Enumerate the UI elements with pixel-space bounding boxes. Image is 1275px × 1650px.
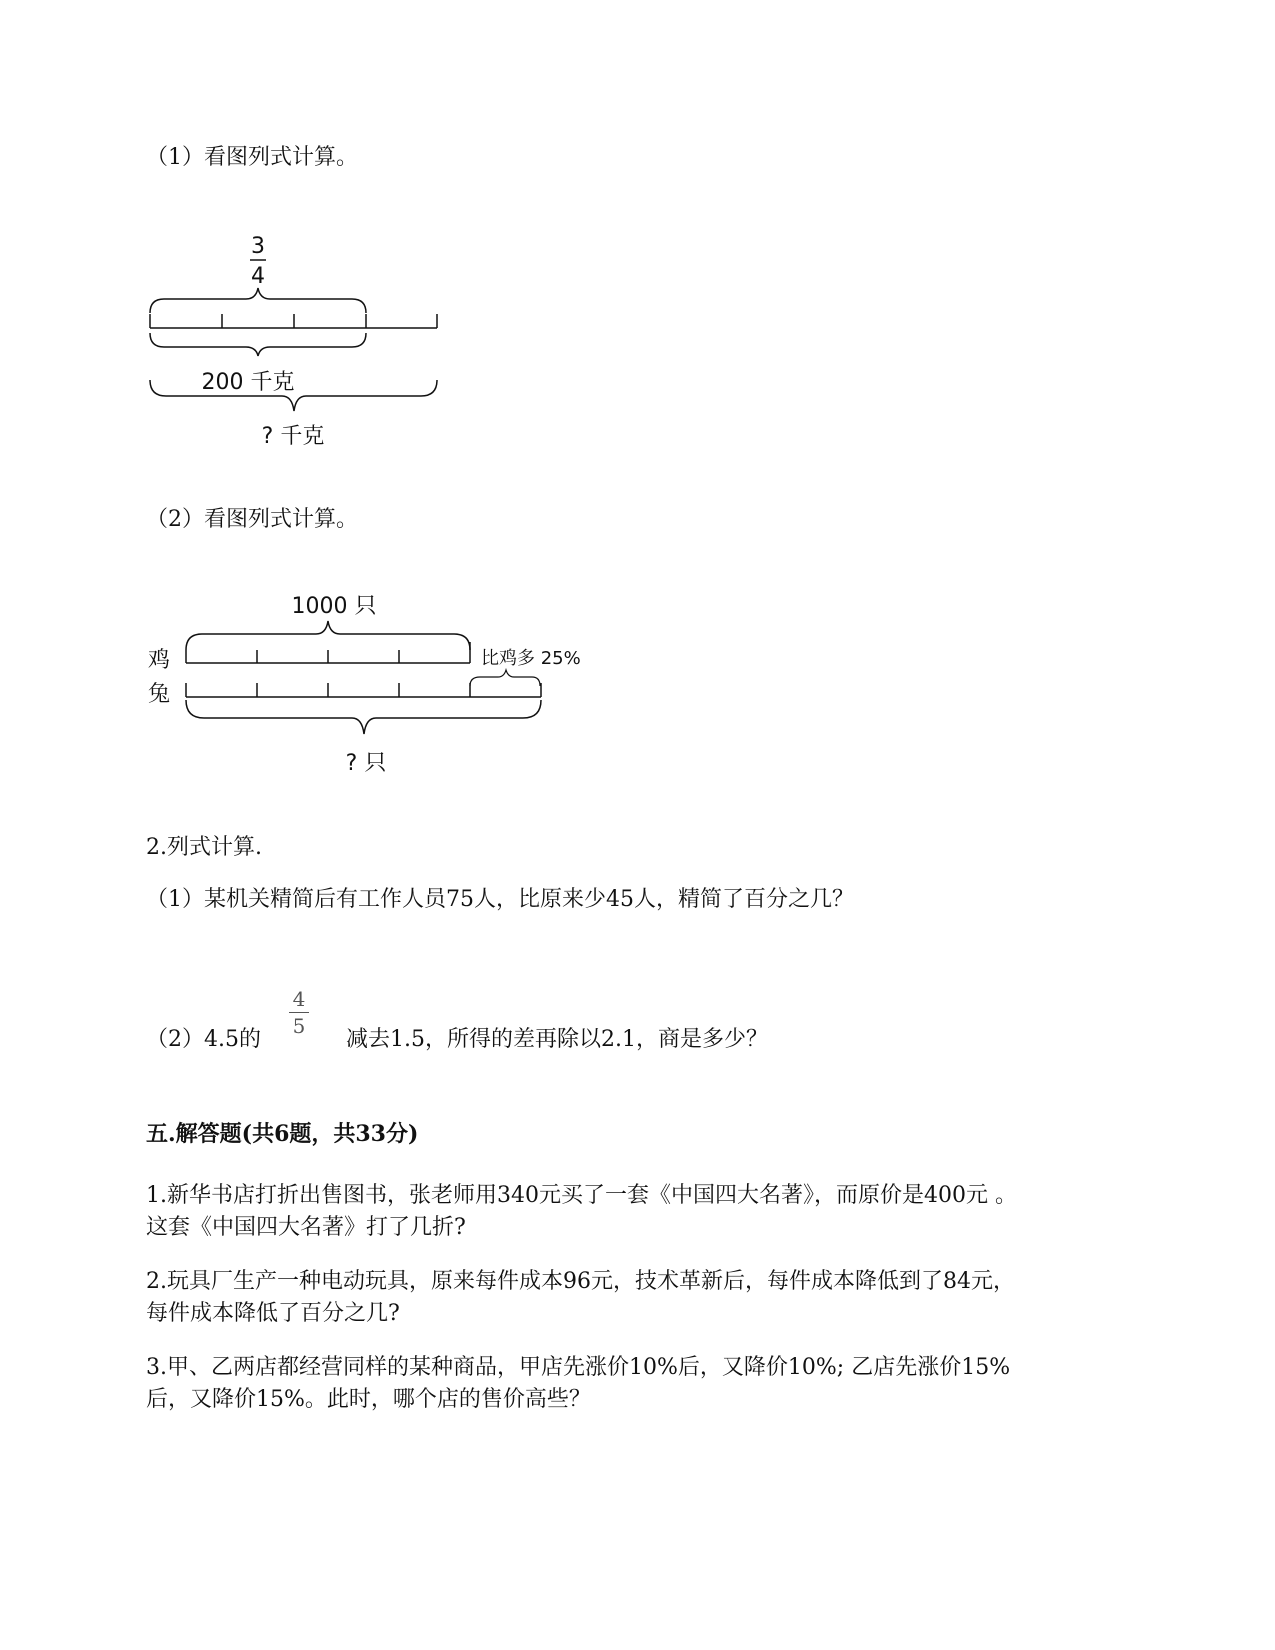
- section-5-q3-line2: 后，又降价15%。此时，哪个店的售价高些？: [146, 1387, 591, 1412]
- question-1-label: （1）看图列式计算。: [146, 145, 358, 170]
- diagram1-fraction-numerator: 3: [251, 234, 265, 259]
- section-2-problem-1: （1）某机关精简后有工作人员75人，比原来少45人，精简了百分之几？: [146, 887, 854, 912]
- diagram2-top-label: 1000 只: [291, 594, 377, 619]
- diagram2-more-brace: [470, 670, 540, 686]
- diagram1-total-label: ? 千克: [261, 424, 325, 449]
- section-5-q3-line1: 3.甲、乙两店都经营同样的某种商品，甲店先涨价10%后，又降价10%; 乙店先涨价15%: [146, 1355, 1011, 1380]
- fraction-bar: [289, 1012, 309, 1013]
- section-5-q1-line2: 这套《中国四大名著》打了几折?: [146, 1215, 466, 1240]
- section-2-problem-2-fraction: [287, 988, 311, 1037]
- section-5-q2-line2: 每件成本降低了百分之几?: [146, 1301, 400, 1326]
- section-5-q2-line1: 2.玩具厂生产一种电动玩具，原来每件成本96元，技术革新后，每件成本降低到了84元，: [146, 1269, 1015, 1294]
- section-2-problem-2-before: （2）4.5的: [146, 1027, 261, 1052]
- diagram2-chicken-label: 鸡: [148, 648, 171, 673]
- section-2-problem-2-after: 减去1.5，所得的差再除以2.1，商是多少？: [346, 1027, 768, 1052]
- section-5-q1-line1: 1.新华书店打折出售图书，张老师用340元买了一套《中国四大名著》，而原价是400元 。: [146, 1183, 1017, 1208]
- diagram2-rabbit-label: 兔: [148, 682, 171, 707]
- section-2-title: 2.列式计算.: [146, 835, 262, 860]
- section-5-title: 五.解答题(共6题，共33分): [146, 1121, 419, 1147]
- diagram2-total-label: ? 只: [345, 751, 387, 776]
- diagram1-fraction-denominator: 4: [251, 264, 265, 289]
- diagram2-more-label: 比鸡多 25%: [481, 648, 581, 669]
- question-2-label: （2）看图列式计算。: [146, 507, 358, 532]
- diagram2-top-brace: [186, 621, 470, 650]
- diagram2-total-brace: [186, 700, 541, 734]
- fraction-denominator: 5: [292, 1014, 306, 1038]
- diagram1-part-label: 200 千克: [201, 370, 295, 395]
- fraction-numerator: 4: [292, 987, 306, 1011]
